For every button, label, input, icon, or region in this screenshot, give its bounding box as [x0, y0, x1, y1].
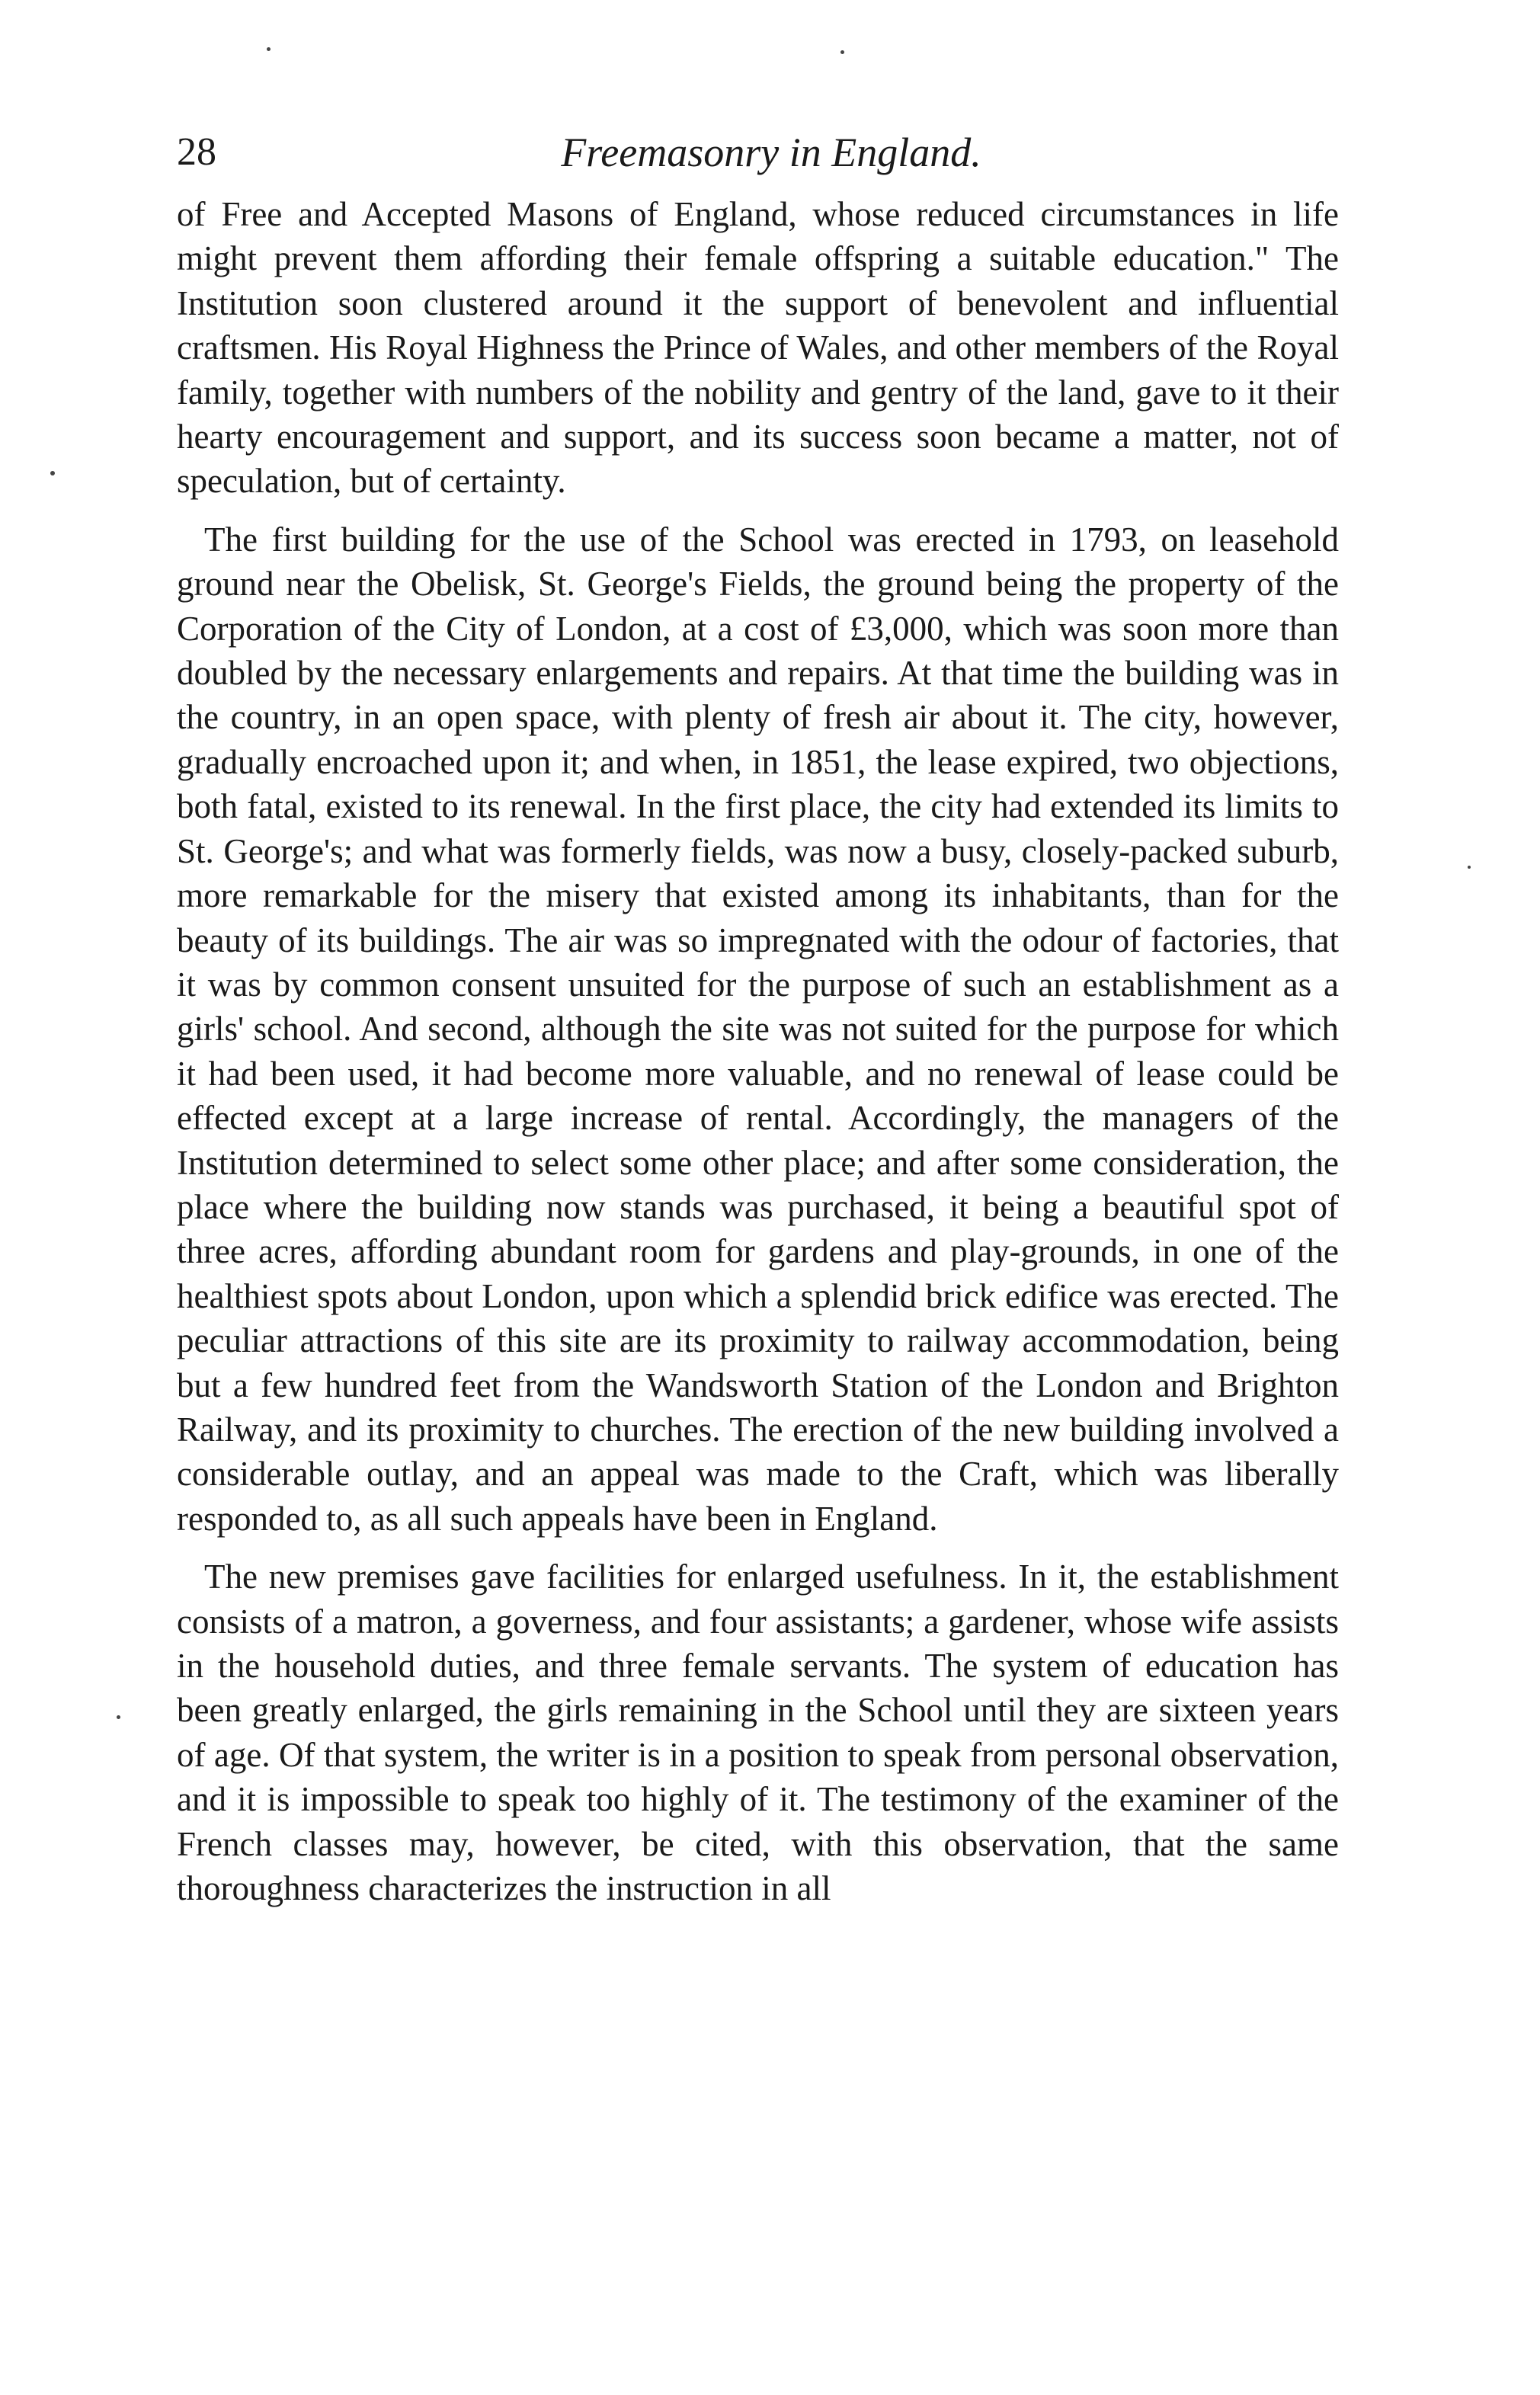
print-speck — [117, 1715, 120, 1719]
print-speck — [50, 471, 55, 475]
print-speck — [1468, 866, 1471, 869]
running-head — [177, 128, 1366, 183]
print-speck — [267, 47, 271, 51]
paragraph: The first building for the use of the School was erected in 1793, on leasehold ground near the Obelisk, St. George's Fields, the ground being the property of the Corporation of the City of London, at a cost of £3,000, which was soon more than doubled by the necessary enlargements and repairs. At that time the building was in the country, in an open space, with plenty of fresh air about it. The city, however, gradually encroached upon it; and when, in 1851, the lease expired, two objections, both fatal, existed to its renewal. In the first place, the city had extended its limits to St. George's; and what was formerly fields, was now a busy, closely-packed suburb, more remarkable for the misery that existed among its inhabitants, than for the beauty of its buildings. The air was so impregnated with the odour of factories, that it was by common consent unsuited for the purpose of such an establishment as a girls' school. And second, although the site was not suited for the purpose for which it had been used, it had become more valuable, and no renewal of lease could be effected except at a large increase of rental. Accordingly, the managers of the Institution determined to select some other place; and after some consideration, the place where the building now stands was purchased, it being a beautiful spot of three acres, affording abundant room for gardens and play-grounds, in one of the healthiest spots about London, upon which a splendid brick edifice was erected. The peculiar attractions of this site are its proximity to railway accommodation, being but a few hundred feet from the Wandsworth Station of the London and Brighton Railway, and its proximity to churches. The erection of the new building involved a considerable outlay, and an appeal was made to the Craft, which was liberally responded to, as all such appeals have been in England. — [177, 520, 1339, 1538]
paragraph: The new premises gave facilities for enlarged usefulness. In it, the establishment consists of a matron, a governess, and four assistants; a gardener, whose wife assists in the household duties, and three female servants. The system of education has been greatly enlarged, the girls remaining in the School until they are sixteen years of age. Of that system, the writer is in a position to speak from personal observation, and it is impossible to speak too highly of it. The testimony of the examiner of the French classes may, however, be cited, with this observation, that the same thoroughness characterizes the instruction in all — [177, 1558, 1339, 1908]
running-title: Freemasonry in England. — [561, 130, 981, 175]
page-number: 28 — [177, 130, 216, 174]
paragraph: of Free and Accepted Masons of England, whose reduced circumstances in life might prevent them affording their female offspring a suitable education." The Institution soon clustered around it the support of benevolent and influential craftsmen. His Royal Highness the Prince of Wales, and other members of the Royal family, together with numbers of the nobility and gentry of the land, gave to it their hearty encouragement and support, and its success soon became a matter, not of speculation, but of certainty. — [177, 195, 1339, 501]
print-speck — [840, 50, 844, 54]
body-text — [177, 192, 1339, 1910]
